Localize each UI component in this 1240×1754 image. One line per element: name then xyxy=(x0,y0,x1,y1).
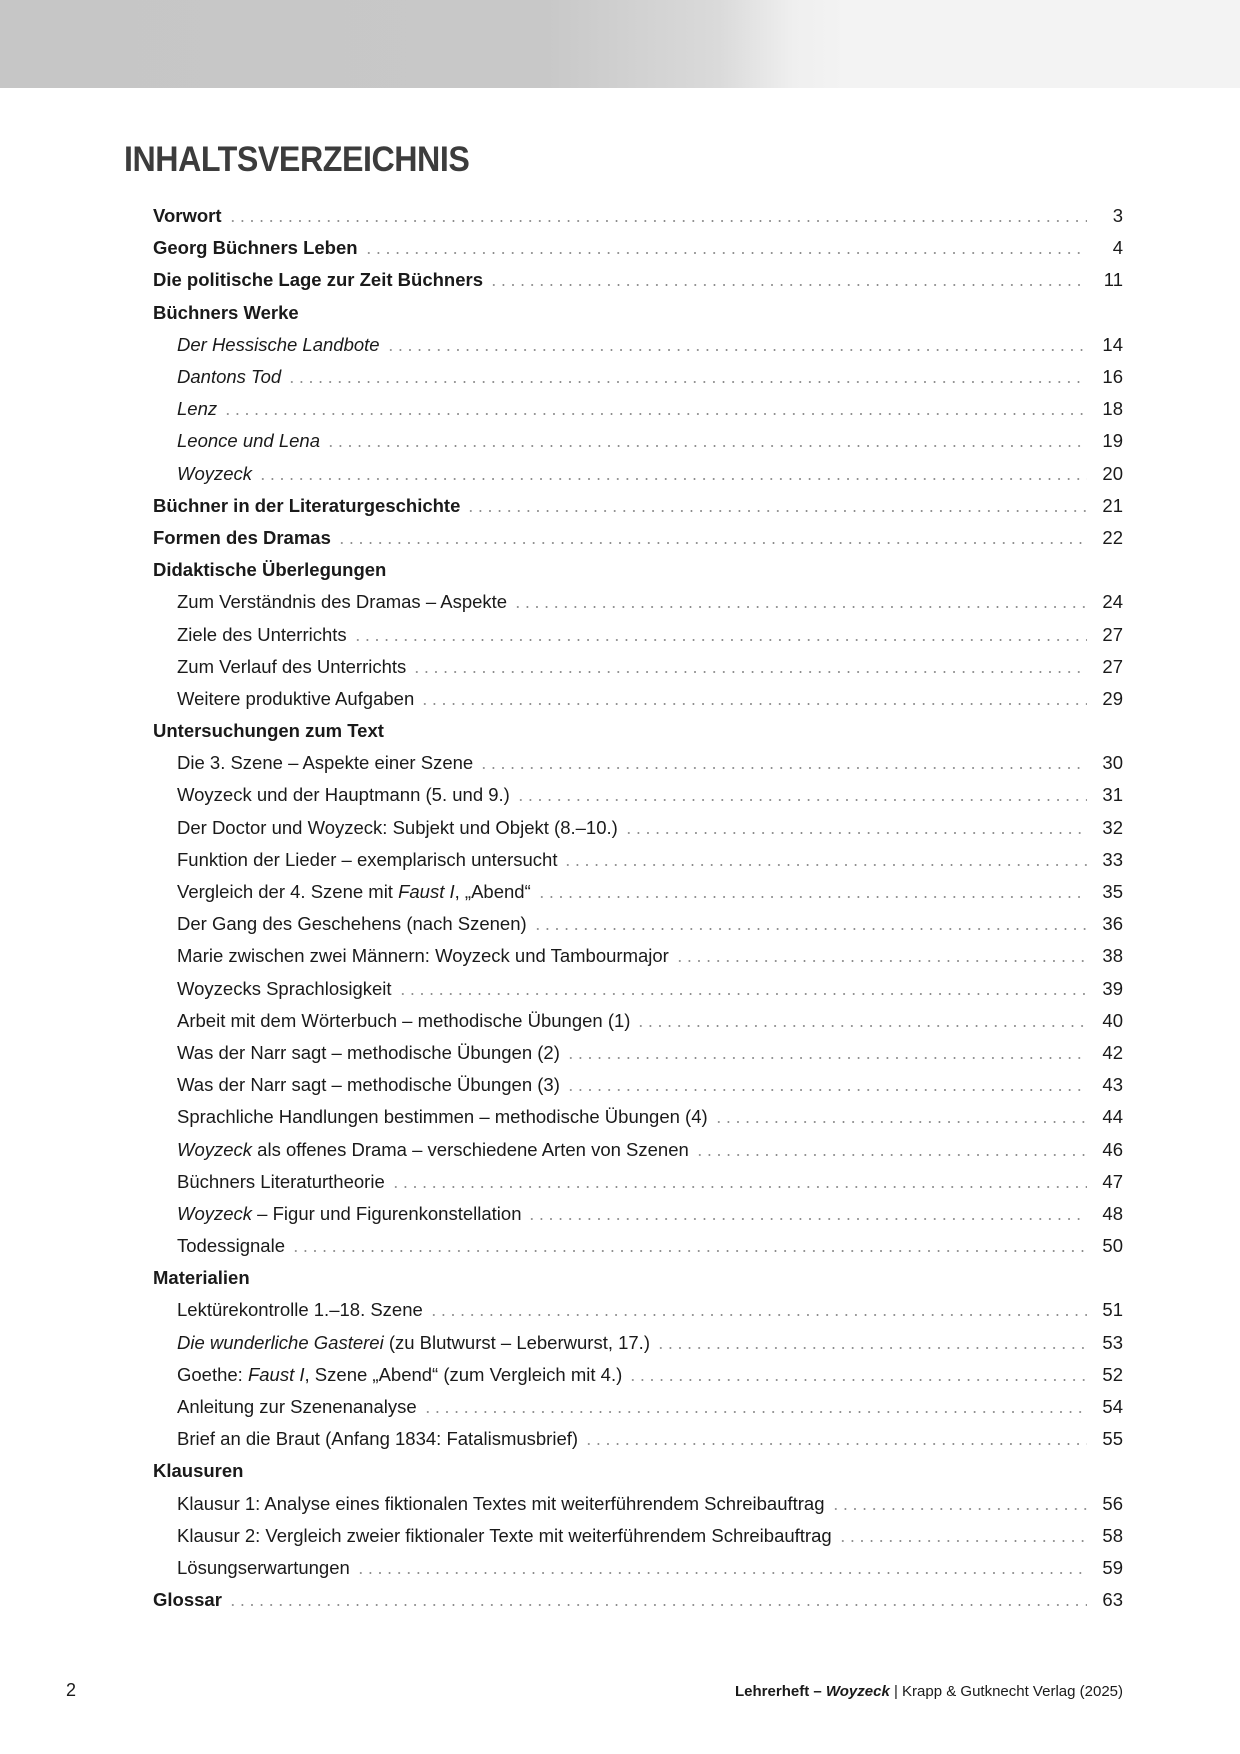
dot-leader xyxy=(291,1250,1087,1252)
toc-entry-label xyxy=(177,1364,628,1386)
dot-leader xyxy=(287,381,1087,383)
toc-entry-label-text: Zum Verständnis des Dramas – Aspekte xyxy=(177,591,508,613)
toc-subentry xyxy=(153,1423,1123,1455)
toc-entry-label xyxy=(153,1267,256,1289)
toc-entry-label xyxy=(177,1171,391,1193)
dot-leader xyxy=(656,1347,1087,1349)
table-of-contents xyxy=(153,200,1123,1616)
toc-entry xyxy=(153,264,1123,296)
toc-entry-label-text: Lektürekontrolle 1.–18. Szene xyxy=(177,1299,423,1321)
toc-entry-label-text: Didaktische Überlegungen xyxy=(153,559,387,581)
toc-page-number: 14 xyxy=(1102,333,1123,355)
toc-entry-label-text: Woyzecks Sprachlosigkeit xyxy=(177,977,392,999)
toc-entry-label xyxy=(177,1235,291,1257)
toc-entry-label xyxy=(153,237,364,259)
dot-leader xyxy=(714,1121,1087,1123)
toc-entry-label-text: als offenes Drama – verschiedene Arten von Szenen xyxy=(252,1138,689,1160)
page-title: INHALTSVERZEICHNIS xyxy=(124,140,470,179)
toc-entry-label-text: Glossar xyxy=(153,1589,222,1611)
toc-page-number: 27 xyxy=(1102,655,1123,677)
dot-leader xyxy=(353,639,1087,641)
toc-entry-label xyxy=(177,1299,429,1321)
dot-leader xyxy=(429,1314,1087,1316)
dot-leader xyxy=(337,542,1087,544)
toc-page-number: 55 xyxy=(1102,1428,1123,1450)
toc-entry-label xyxy=(153,559,392,581)
toc-subentry xyxy=(153,940,1123,972)
toc-page-number: 59 xyxy=(1102,1556,1123,1578)
toc-page-number: 56 xyxy=(1102,1492,1123,1514)
toc-entry-label xyxy=(177,1106,714,1128)
toc-page-number: 58 xyxy=(1102,1524,1123,1546)
toc-entry xyxy=(153,232,1123,264)
toc-page-number: 33 xyxy=(1102,848,1123,870)
toc-entry-label xyxy=(177,1203,527,1225)
toc-page-number: 22 xyxy=(1102,526,1123,548)
toc-page-number: 21 xyxy=(1102,494,1123,516)
toc-entry xyxy=(153,490,1123,522)
toc-entry-label xyxy=(177,1396,423,1418)
toc-entry-label-italic: Faust I xyxy=(398,881,455,903)
footer-credit-series: Lehrerheft – xyxy=(735,1683,826,1700)
toc-entry xyxy=(153,1584,1123,1616)
toc-entry-label-text: Büchner in der Literaturgeschichte xyxy=(153,494,461,516)
toc-entry-label xyxy=(177,1493,831,1515)
toc-entry-label-text: Brief an die Braut (Anfang 1834: Fatalismusbrief) xyxy=(177,1428,579,1450)
dot-leader xyxy=(624,832,1087,834)
toc-subentry xyxy=(153,1166,1123,1198)
toc-entry-label-text: Klausur 2: Vergleich zweier fiktionaler Texte mit weiterführendem Schreibauftrag xyxy=(177,1524,832,1546)
toc-entry-label-text: Funktion der Lieder – exemplarisch untersucht xyxy=(177,848,558,870)
toc-subentry xyxy=(153,908,1123,940)
toc-page-number: 39 xyxy=(1102,977,1123,999)
toc-page-number: 4 xyxy=(1112,237,1123,259)
toc-subentry xyxy=(153,1359,1123,1391)
toc-entry-label xyxy=(177,945,675,967)
toc-subentry xyxy=(153,1552,1123,1584)
toc-section-heading xyxy=(153,297,1123,329)
toc-entry-label-text: (zu Blutwurst – Leberwurst, 17.) xyxy=(383,1331,650,1353)
toc-entry-label-text: Klausur 1: Analyse eines fiktionalen Textes mit weiterführendem Schreibauftrag xyxy=(177,1492,825,1514)
toc-entry-label-text: Woyzeck und der Hauptmann (5. und 9.) xyxy=(177,784,510,806)
toc-entry-label xyxy=(177,1074,566,1096)
toc-subentry xyxy=(153,329,1123,361)
dot-leader xyxy=(386,349,1087,351)
toc-entry-label-text: – Figur und Figurenkonstellation xyxy=(252,1202,522,1224)
toc-page-number: 46 xyxy=(1102,1138,1123,1160)
dot-leader xyxy=(223,413,1087,415)
toc-page-number: 38 xyxy=(1102,945,1123,967)
toc-entry-label-text: Büchners Literaturtheorie xyxy=(177,1170,385,1192)
toc-entry-label-text: Büchners Werke xyxy=(153,301,299,323)
toc-entry xyxy=(153,522,1123,554)
toc-entry-label-text: Ziele des Unterrichts xyxy=(177,623,347,645)
dot-leader xyxy=(412,671,1087,673)
dot-leader xyxy=(636,1025,1087,1027)
toc-entry-label xyxy=(177,784,516,806)
toc-entry-label-text: Vorwort xyxy=(153,205,222,227)
dot-leader xyxy=(563,864,1087,866)
toc-subentry xyxy=(153,1133,1123,1165)
toc-entry-label xyxy=(177,817,624,839)
toc-entry-label xyxy=(177,978,398,1000)
toc-section-heading xyxy=(153,554,1123,586)
toc-entry-label-text: , Szene „Abend“ (zum Vergleich mit 4.) xyxy=(304,1363,623,1385)
toc-entry-label xyxy=(153,205,228,227)
dot-leader xyxy=(228,220,1087,222)
toc-entry-label xyxy=(177,1010,636,1032)
toc-entry xyxy=(153,200,1123,232)
toc-subentry xyxy=(153,1488,1123,1520)
footer-credit-publisher: | Krapp & Gutknecht Verlag (2025) xyxy=(889,1683,1123,1700)
dot-leader xyxy=(831,1508,1087,1510)
toc-page-number: 31 xyxy=(1102,784,1123,806)
toc-entry-label-text: , „Abend“ xyxy=(454,881,531,903)
dot-leader xyxy=(675,960,1087,962)
toc-subentry xyxy=(153,1069,1123,1101)
toc-entry-label xyxy=(177,1332,656,1354)
dot-leader xyxy=(516,799,1087,801)
toc-entry-label-text: Materialien xyxy=(153,1267,250,1289)
toc-page-number: 19 xyxy=(1102,430,1123,452)
dot-leader xyxy=(326,445,1087,447)
toc-entry-label xyxy=(177,1042,566,1064)
toc-page-number: 54 xyxy=(1102,1396,1123,1418)
toc-entry-label-text: Was der Narr sagt – methodische Übungen (2) xyxy=(177,1041,560,1063)
toc-entry-label xyxy=(177,624,353,646)
toc-page-number: 36 xyxy=(1102,913,1123,935)
toc-entry-label xyxy=(177,1139,695,1161)
toc-entry-label-text: Anleitung zur Szenenanalyse xyxy=(177,1396,417,1418)
toc-subentry xyxy=(153,1520,1123,1552)
toc-subentry xyxy=(153,779,1123,811)
toc-subentry xyxy=(153,361,1123,393)
footer-page-number: 2 xyxy=(66,1680,77,1700)
toc-section-heading xyxy=(153,1455,1123,1487)
toc-entry-label xyxy=(153,269,489,291)
toc-subentry xyxy=(153,844,1123,876)
dot-leader xyxy=(466,510,1087,512)
dot-leader xyxy=(533,928,1087,930)
toc-page-number: 20 xyxy=(1102,462,1123,484)
toc-entry-label xyxy=(177,881,537,903)
toc-entry-label-text: Der Doctor und Woyzeck: Subjekt und Objekt (8.–10.) xyxy=(177,816,618,838)
toc-page-number: 52 xyxy=(1102,1363,1123,1385)
toc-entry-label-italic: Lenz xyxy=(177,398,218,420)
toc-page-number: 53 xyxy=(1102,1331,1123,1353)
toc-page-number: 40 xyxy=(1102,1009,1123,1031)
toc-page-number: 32 xyxy=(1102,816,1123,838)
dot-leader xyxy=(628,1379,1087,1381)
toc-subentry xyxy=(153,1037,1123,1069)
toc-subentry xyxy=(153,425,1123,457)
toc-page-number: 44 xyxy=(1102,1106,1123,1128)
toc-entry-label-text: Klausuren xyxy=(153,1460,244,1482)
toc-section-heading xyxy=(153,1262,1123,1294)
toc-entry-label-italic: Dantons Tod xyxy=(177,366,282,388)
toc-entry-label-text: Untersuchungen zum Text xyxy=(153,720,384,742)
toc-entry-label-italic: Leonce und Lena xyxy=(177,430,320,452)
toc-page-number: 43 xyxy=(1102,1074,1123,1096)
toc-subentry xyxy=(153,876,1123,908)
toc-entry-label-text: Formen des Dramas xyxy=(153,526,331,548)
toc-page-number: 29 xyxy=(1102,687,1123,709)
toc-entry-label xyxy=(177,366,287,388)
header-band xyxy=(0,0,1240,88)
toc-entry-label xyxy=(177,913,533,935)
toc-page-number: 48 xyxy=(1102,1202,1123,1224)
dot-leader xyxy=(479,767,1087,769)
toc-page-number: 16 xyxy=(1102,366,1123,388)
toc-entry-label-text: Weitere produktive Aufgaben xyxy=(177,687,415,709)
toc-entry-label-prefix: Vergleich der 4. Szene mit xyxy=(177,881,399,903)
toc-page-number: 47 xyxy=(1102,1170,1123,1192)
toc-subentry xyxy=(153,1327,1123,1359)
dot-leader xyxy=(356,1572,1087,1574)
toc-entry-label xyxy=(177,334,386,356)
toc-subentry xyxy=(153,618,1123,650)
toc-subentry xyxy=(153,651,1123,683)
toc-entry-label xyxy=(177,849,563,871)
footer-credit xyxy=(735,1683,1123,1700)
toc-entry-label xyxy=(177,398,223,420)
toc-entry-label-text: Arbeit mit dem Wörterbuch – methodische Übungen (1) xyxy=(177,1009,631,1031)
toc-entry-label xyxy=(153,302,305,324)
toc-entry-label xyxy=(177,688,420,710)
toc-entry-label xyxy=(177,1428,584,1450)
toc-entry-label xyxy=(153,1589,228,1611)
toc-page-number: 63 xyxy=(1102,1589,1123,1611)
toc-page-number: 42 xyxy=(1102,1041,1123,1063)
toc-entry-label-italic: Woyzeck xyxy=(177,462,253,484)
toc-entry-label-text: Georg Büchners Leben xyxy=(153,237,358,259)
toc-entry-label-text: Die politische Lage zur Zeit Büchners xyxy=(153,269,483,291)
dot-leader xyxy=(364,252,1087,254)
toc-entry-label-text: Todessignale xyxy=(177,1235,285,1257)
toc-entry-label xyxy=(177,430,326,452)
toc-subentry xyxy=(153,586,1123,618)
toc-subentry xyxy=(153,973,1123,1005)
dot-leader xyxy=(566,1057,1087,1059)
toc-entry-label xyxy=(177,463,258,485)
toc-subentry xyxy=(153,393,1123,425)
toc-subentry xyxy=(153,812,1123,844)
toc-page-number: 27 xyxy=(1102,623,1123,645)
toc-entry-label-prefix: Goethe: xyxy=(177,1363,248,1385)
toc-entry-label-text: Was der Narr sagt – methodische Übungen (3) xyxy=(177,1074,560,1096)
dot-leader xyxy=(391,1186,1087,1188)
toc-page-number: 35 xyxy=(1102,881,1123,903)
toc-page-number: 3 xyxy=(1112,205,1123,227)
toc-subentry xyxy=(153,683,1123,715)
toc-page-number: 50 xyxy=(1102,1235,1123,1257)
footer-credit-title: Woyzeck xyxy=(825,1683,890,1700)
dot-leader xyxy=(513,606,1087,608)
toc-entry-label-italic: Faust I xyxy=(247,1363,305,1385)
toc-entry-label-text: Zum Verlauf des Unterrichts xyxy=(177,655,407,677)
toc-subentry xyxy=(153,458,1123,490)
toc-page-number: 51 xyxy=(1102,1299,1123,1321)
toc-entry-label xyxy=(153,720,390,742)
toc-subentry xyxy=(153,1198,1123,1230)
toc-entry-label-italic: Der Hessische Landbote xyxy=(177,333,380,355)
toc-entry-label-text: Marie zwischen zwei Männern: Woyzeck und Tambourmajor xyxy=(177,945,669,967)
toc-entry-label-text: Die 3. Szene – Aspekte einer Szene xyxy=(177,752,474,774)
toc-page-number: 30 xyxy=(1102,752,1123,774)
dot-leader xyxy=(258,478,1087,480)
toc-entry-label-text: Der Gang des Geschehens (nach Szenen) xyxy=(177,913,527,935)
toc-entry-label xyxy=(177,656,412,678)
toc-entry-label-italic: Woyzeck xyxy=(177,1138,253,1160)
dot-leader xyxy=(489,284,1087,286)
toc-page-number: 18 xyxy=(1102,398,1123,420)
toc-subentry xyxy=(153,1230,1123,1262)
toc-entry-label xyxy=(177,1525,838,1547)
toc-entry-label xyxy=(177,752,479,774)
toc-subentry xyxy=(153,1101,1123,1133)
toc-entry-label xyxy=(153,495,466,517)
toc-entry-label xyxy=(177,1557,356,1579)
toc-entry-label-text: Lösungserwartungen xyxy=(177,1556,350,1578)
toc-entry-label-italic: Woyzeck xyxy=(177,1202,253,1224)
dot-leader xyxy=(566,1089,1087,1091)
dot-leader xyxy=(398,993,1087,995)
dot-leader xyxy=(838,1540,1087,1542)
toc-subentry xyxy=(153,747,1123,779)
toc-entry-label-text: Sprachliche Handlungen bestimmen – methodische Übungen (4) xyxy=(177,1106,708,1128)
dot-leader xyxy=(423,1411,1087,1413)
dot-leader xyxy=(228,1604,1087,1606)
toc-page-number: 11 xyxy=(1103,269,1123,291)
toc-entry-label xyxy=(177,591,513,613)
toc-subentry xyxy=(153,1391,1123,1423)
toc-section-heading xyxy=(153,715,1123,747)
dot-leader xyxy=(420,703,1087,705)
toc-subentry xyxy=(153,1294,1123,1326)
toc-entry-label xyxy=(153,1460,249,1482)
toc-subentry xyxy=(153,1005,1123,1037)
dot-leader xyxy=(537,896,1087,898)
toc-entry-label xyxy=(153,527,337,549)
toc-page-number: 24 xyxy=(1102,591,1123,613)
dot-leader xyxy=(527,1218,1087,1220)
toc-entry-label-italic: Die wunderliche Gasterei xyxy=(177,1331,384,1353)
dot-leader xyxy=(695,1154,1087,1156)
dot-leader xyxy=(584,1443,1087,1445)
